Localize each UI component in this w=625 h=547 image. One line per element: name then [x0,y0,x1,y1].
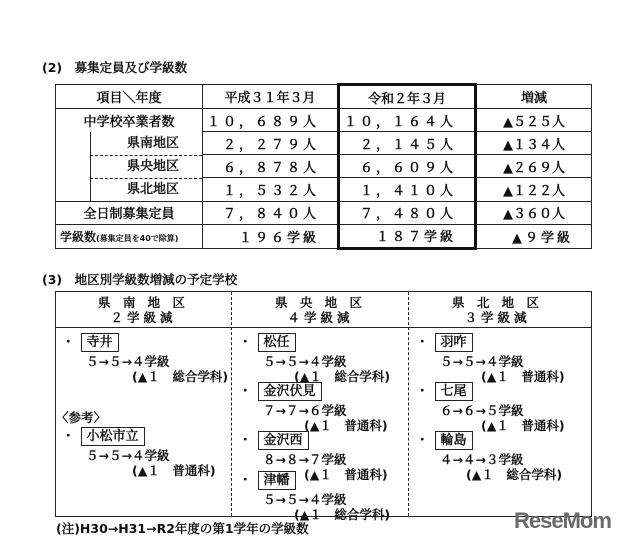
cell-r2: ７，４８０人 [339,201,476,224]
region-central [233,292,408,522]
school-note: (▲１ 普通科) [304,467,388,482]
school-note: (▲１ 総合学科) [466,467,563,482]
cell-h31: ７，８４０人 [203,201,339,224]
cell-h31: ２，２７９人 [203,132,339,155]
school-entry: ・ 羽咋 ５→５→４学級 (▲１ 普通科) [416,334,565,384]
cell-h31: １９６学級 [203,224,339,248]
school-classes: ５→５→４学級 [263,492,347,507]
cell-diff: ▲５２５人 [476,109,592,132]
school-classes: ８→８→７学級 [263,452,347,467]
table-row [56,201,592,224]
section-2-title: (2) 募集定員及び学級数 [42,60,188,75]
school-name: 津幡 [258,471,296,490]
cell-h31: １０，６８９人 [203,109,339,132]
school-entry: ・ 寺井 ５→５→４学級 (▲１ 総合学科) [62,334,229,384]
cell-h31: ６，８７８人 [203,155,339,178]
region-change: ３学級減 [464,310,531,325]
row-label: 県北地区 [90,178,202,201]
school-note: (▲１ 普通科) [481,418,565,433]
enrollment-table [55,83,592,250]
cell-r2: ６，６０９人 [339,155,476,178]
school-classes: ６→６→５学級 [440,403,524,418]
region-change: ２学級減 [110,310,177,325]
school-entry: ・ 小松市立 ５→５→４学級 (▲１ 普通科) [62,428,216,478]
school-classes: ５→５→４学級 [86,448,170,463]
school-plan-box [55,291,592,522]
school-note: (▲１ 普通科) [304,418,388,433]
cell-r2: １０，１６４人 [339,109,476,132]
school-classes: ７→７→６学級 [263,403,347,418]
school-name: 金沢伏見 [258,382,322,401]
cell-diff: ▲２６９人 [476,155,592,178]
reference-label: 〈参考〉 [56,410,107,425]
cell-h31: １，５３２人 [203,178,339,202]
school-note: (▲１ 普通科) [132,463,216,478]
table-row [56,132,592,155]
footnote: (注)H30→H31→R2年度の第1学年の学級数 [56,521,309,536]
region-name: 県 北 地 区 [451,295,544,310]
table-row [56,109,592,132]
header-r2: 令和２年３月 [339,85,476,109]
school-entry: ・ 金沢西 ８→８→７学級 (▲１ 普通科) [239,432,388,482]
region-name: 県 南 地 区 [97,295,190,310]
school-classes: ５→５→４学級 [263,354,347,369]
school-classes: ４→４→３学級 [440,452,524,467]
row-label: 県南地区 [90,132,202,155]
school-note: (▲１ 総合学科) [294,369,391,384]
resemom-logo: ReseMom [514,508,611,533]
school-name: 金沢西 [258,431,309,450]
row-label: 県央地区 [90,155,202,178]
school-name: 七尾 [435,382,473,401]
region-north [410,292,585,482]
section-3-title: (3) 地区別学級数増減の予定学校 [42,272,238,287]
school-classes: ５→５→４学級 [86,354,170,369]
cell-diff: ▲１２２人 [476,178,592,202]
school-entry: ・ 輪島 ４→４→３学級 (▲１ 総合学科) [416,432,563,482]
header-h31: 平成３１年３月 [203,85,339,109]
table-row [56,224,592,248]
row-label-note: (募集定員を40で除算) [96,233,179,243]
school-classes: ５→５→４学級 [440,354,524,369]
table-header [56,85,592,109]
header-item: 項目＼年度 [56,85,203,109]
school-name: 寺井 [81,333,119,352]
school-entry: ・ 津幡 ５→５→４学級 (▲１ 総合学科) [239,472,391,522]
header-diff: 増減 [476,85,592,109]
cell-diff: ▲３６０人 [476,201,592,224]
school-name: 輪島 [435,431,473,450]
school-entry: ・ 金沢伏見 ７→７→６学級 (▲１ 普通科) [239,383,388,433]
row-label: 中学校卒業者数 [56,109,203,132]
school-note: (▲１ 総合学科) [294,507,391,522]
school-entry: ・ 松任 ５→５→４学級 (▲１ 総合学科) [239,334,391,384]
row-label: 学級数 [60,229,97,244]
region-change: ４学級減 [287,310,354,325]
cell-diff: ▲１３４人 [476,132,592,155]
cell-diff: ▲９学級 [476,224,592,248]
region-south [56,292,231,478]
cell-r2: １８７学級 [339,224,476,248]
school-note: (▲１ 総合学科) [132,369,229,384]
region-name: 県 央 地 区 [274,295,367,310]
table-row [56,155,592,178]
school-name: 羽咋 [435,333,473,352]
table-row [56,178,592,202]
school-name: 小松市立 [81,427,145,446]
school-name: 松任 [258,333,296,352]
school-note: (▲１ 普通科) [481,369,565,384]
cell-r2: ２，１４５人 [339,132,476,155]
row-label: 全日制募集定員 [56,201,203,224]
school-entry: ・ 七尾 ６→６→５学級 (▲１ 普通科) [416,383,565,433]
cell-r2: １，４１０人 [339,178,476,202]
